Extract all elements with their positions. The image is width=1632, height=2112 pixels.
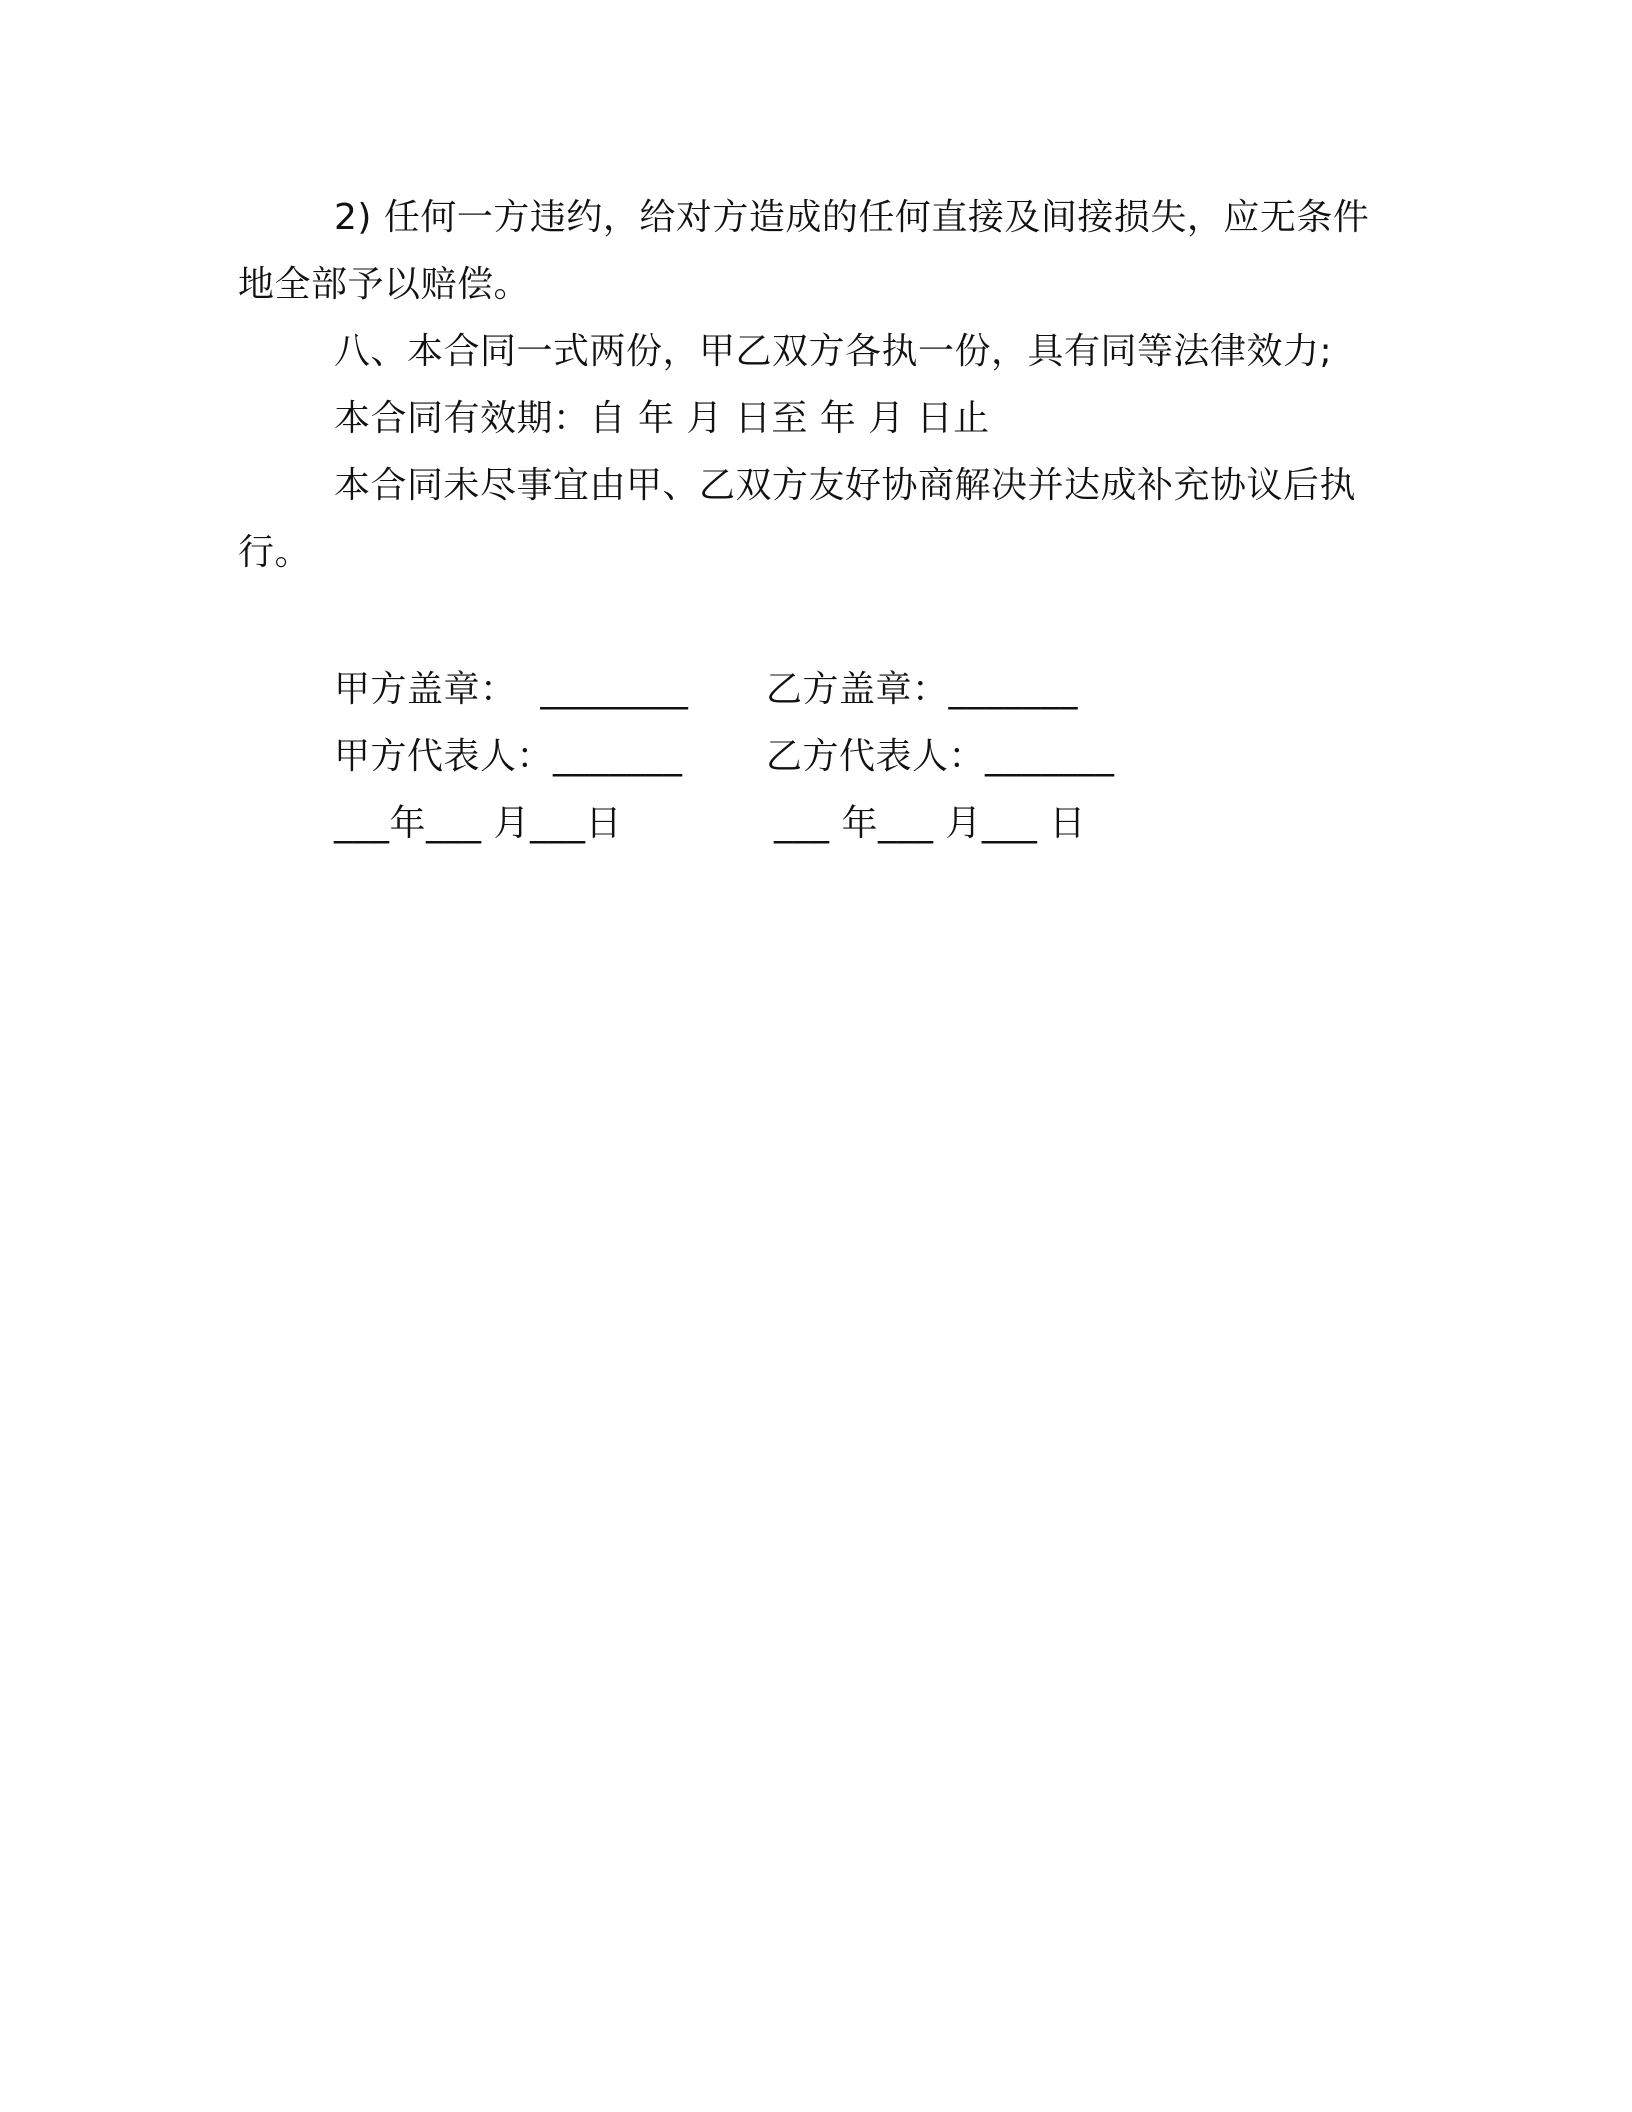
- clause-validity-period: 本合同有效期：自 年 月 日至 年 月 日止: [334, 398, 990, 439]
- clause-eight-copies: 八、本合同一式两份，甲乙双方各执一份，具有同等法律效力;: [334, 331, 1333, 372]
- party-a-seal-line: 甲方盖章： ________: [334, 669, 689, 710]
- party-b-seal-line: 乙方盖章：_______: [766, 669, 1079, 710]
- clause-breach-compensation: 2) 任何一方违约，给对方造成的任何直接及间接损失，应无条件地全部予以赔偿。: [238, 197, 1370, 305]
- party-b-representative-line: 乙方代表人：_______: [766, 736, 1115, 777]
- party-a-representative-line: 甲方代表人：_______: [334, 736, 683, 777]
- party-a-date-line: ___年___ 月___日: [334, 803, 622, 844]
- party-b-date-line: ___ 年___ 月___ 日: [774, 803, 1086, 844]
- clause-supplementary-agreement: 本合同未尽事宜由甲、乙双方友好协商解决并达成补充协议后执行。: [238, 465, 1357, 573]
